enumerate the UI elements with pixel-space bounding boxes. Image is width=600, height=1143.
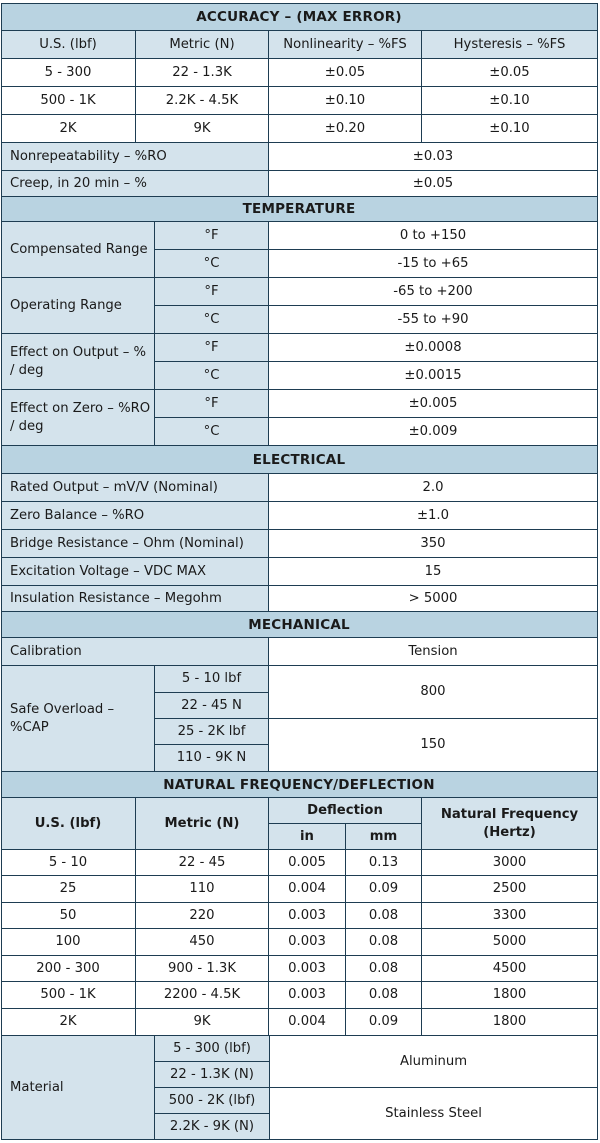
material-value: Stainless Steel bbox=[270, 1088, 598, 1140]
electrical-row-value: 2.0 bbox=[269, 474, 598, 502]
creep-value: ±0.05 bbox=[269, 171, 598, 197]
temperature-value-f: -65 to +200 bbox=[269, 278, 598, 306]
nf-row-metric: 220 bbox=[136, 903, 269, 929]
temperature-value-c: -15 to +65 bbox=[269, 250, 598, 278]
material-label: Material bbox=[1, 1036, 155, 1140]
nf-row-in: 0.003 bbox=[269, 929, 346, 956]
nf-row-us: 25 bbox=[1, 876, 136, 903]
accuracy-col-metric: Metric (N) bbox=[136, 31, 269, 59]
nf-row-mm: 0.08 bbox=[346, 903, 422, 929]
accuracy-row-us: 5 - 300 bbox=[1, 59, 136, 87]
nf-row-in: 0.005 bbox=[269, 850, 346, 876]
nf-row-in: 0.003 bbox=[269, 903, 346, 929]
material-range: 2.2K - 9K (N) bbox=[155, 1114, 270, 1140]
nf-row-us: 200 - 300 bbox=[1, 956, 136, 982]
electrical-row-value: 15 bbox=[269, 558, 598, 586]
nf-row-us: 2K bbox=[1, 1009, 136, 1036]
accuracy-col-nonlinearity: Nonlinearity – %FS bbox=[269, 31, 422, 59]
temperature-unit-f: °F bbox=[155, 222, 269, 250]
electrical-row-label: Zero Balance – %RO bbox=[1, 502, 269, 530]
safe-overload-range: 22 - 45 N bbox=[155, 693, 269, 719]
accuracy-row-us: 500 - 1K bbox=[1, 87, 136, 115]
temperature-section-title: TEMPERATURE bbox=[1, 197, 598, 222]
nf-row-mm: 0.08 bbox=[346, 956, 422, 982]
temperature-unit-c: °C bbox=[155, 306, 269, 334]
accuracy-row-nonlinearity: ±0.10 bbox=[269, 87, 422, 115]
nf-row-metric: 900 - 1.3K bbox=[136, 956, 269, 982]
nf-col-us: U.S. (lbf) bbox=[1, 798, 136, 850]
temperature-unit-f: °F bbox=[155, 390, 269, 418]
nf-col-mm: mm bbox=[346, 824, 422, 850]
nf-row-mm: 0.09 bbox=[346, 1009, 422, 1036]
nf-row-metric: 110 bbox=[136, 876, 269, 903]
natural-frequency-section-title: NATURAL FREQUENCY/DEFLECTION bbox=[1, 772, 598, 798]
temperature-unit-f: °F bbox=[155, 278, 269, 306]
nf-row-metric: 450 bbox=[136, 929, 269, 956]
accuracy-row-metric: 9K bbox=[136, 115, 269, 143]
safe-overload-range: 25 - 2K lbf bbox=[155, 719, 269, 745]
nf-row-metric: 9K bbox=[136, 1009, 269, 1036]
calibration-value: Tension bbox=[269, 638, 598, 666]
temperature-effect-output-label: Effect on Output – % / deg bbox=[1, 334, 155, 390]
temperature-unit-c: °C bbox=[155, 250, 269, 278]
temperature-value-c: -55 to +90 bbox=[269, 306, 598, 334]
nf-row-mm: 0.08 bbox=[346, 982, 422, 1009]
nonrepeatability-label: Nonrepeatability – %RO bbox=[1, 143, 269, 171]
nf-col-deflection: Deflection bbox=[269, 798, 422, 824]
material-value: Aluminum bbox=[270, 1036, 598, 1088]
accuracy-row-hysteresis: ±0.10 bbox=[422, 115, 598, 143]
electrical-row-label: Excitation Voltage – VDC MAX bbox=[1, 558, 269, 586]
electrical-row-label: Bridge Resistance – Ohm (Nominal) bbox=[1, 530, 269, 558]
nf-col-frequency: Natural Frequency (Hertz) bbox=[422, 798, 598, 850]
nf-row-mm: 0.09 bbox=[346, 876, 422, 903]
safe-overload-value: 150 bbox=[269, 719, 598, 772]
temperature-value-f: ±0.0008 bbox=[269, 334, 598, 362]
accuracy-col-us: U.S. (lbf) bbox=[1, 31, 136, 59]
electrical-row-label: Rated Output – mV/V (Nominal) bbox=[1, 474, 269, 502]
nonrepeatability-value: ±0.03 bbox=[269, 143, 598, 171]
material-range: 500 - 2K (lbf) bbox=[155, 1088, 270, 1114]
nf-col-in: in bbox=[269, 824, 346, 850]
mechanical-section-title: MECHANICAL bbox=[1, 612, 598, 638]
nf-row-frequency: 2500 bbox=[422, 876, 598, 903]
accuracy-row-us: 2K bbox=[1, 115, 136, 143]
nf-row-frequency: 1800 bbox=[422, 982, 598, 1009]
accuracy-row-metric: 2.2K - 4.5K bbox=[136, 87, 269, 115]
nf-col-metric: Metric (N) bbox=[136, 798, 269, 850]
accuracy-row-metric: 22 - 1.3K bbox=[136, 59, 269, 87]
electrical-row-value: ±1.0 bbox=[269, 502, 598, 530]
nf-row-mm: 0.13 bbox=[346, 850, 422, 876]
electrical-row-value: 350 bbox=[269, 530, 598, 558]
nf-row-metric: 22 - 45 bbox=[136, 850, 269, 876]
temperature-value-c: ±0.0015 bbox=[269, 362, 598, 390]
safe-overload-range: 5 - 10 lbf bbox=[155, 666, 269, 693]
nf-row-in: 0.004 bbox=[269, 876, 346, 903]
temperature-compensated-label: Compensated Range bbox=[1, 222, 155, 278]
temperature-unit-c: °C bbox=[155, 418, 269, 446]
nf-row-in: 0.003 bbox=[269, 982, 346, 1009]
nf-row-mm: 0.08 bbox=[346, 929, 422, 956]
accuracy-col-hysteresis: Hysteresis – %FS bbox=[422, 31, 598, 59]
accuracy-row-hysteresis: ±0.05 bbox=[422, 59, 598, 87]
temperature-operating-label: Operating Range bbox=[1, 278, 155, 334]
safe-overload-value: 800 bbox=[269, 666, 598, 719]
electrical-section-title: ELECTRICAL bbox=[1, 446, 598, 474]
nf-row-us: 100 bbox=[1, 929, 136, 956]
nf-row-us: 50 bbox=[1, 903, 136, 929]
electrical-row-label: Insulation Resistance – Megohm bbox=[1, 586, 269, 612]
safe-overload-range: 110 - 9K N bbox=[155, 745, 269, 772]
accuracy-row-nonlinearity: ±0.20 bbox=[269, 115, 422, 143]
temperature-value-f: 0 to +150 bbox=[269, 222, 598, 250]
nf-row-us: 500 - 1K bbox=[1, 982, 136, 1009]
temperature-value-f: ±0.005 bbox=[269, 390, 598, 418]
temperature-effect-zero-label: Effect on Zero – %RO / deg bbox=[1, 390, 155, 446]
temperature-unit-f: °F bbox=[155, 334, 269, 362]
material-range: 5 - 300 (lbf) bbox=[155, 1036, 270, 1062]
calibration-label: Calibration bbox=[1, 638, 269, 666]
material-range: 22 - 1.3K (N) bbox=[155, 1062, 270, 1088]
nf-row-frequency: 3300 bbox=[422, 903, 598, 929]
electrical-row-value: > 5000 bbox=[269, 586, 598, 612]
nf-row-frequency: 1800 bbox=[422, 1009, 598, 1036]
nf-row-frequency: 3000 bbox=[422, 850, 598, 876]
nf-row-frequency: 5000 bbox=[422, 929, 598, 956]
nf-row-metric: 2200 - 4.5K bbox=[136, 982, 269, 1009]
temperature-value-c: ±0.009 bbox=[269, 418, 598, 446]
creep-label: Creep, in 20 min – % bbox=[1, 171, 269, 197]
nf-row-us: 5 - 10 bbox=[1, 850, 136, 876]
nf-row-in: 0.004 bbox=[269, 1009, 346, 1036]
nf-row-frequency: 4500 bbox=[422, 956, 598, 982]
safe-overload-label: Safe Overload – %CAP bbox=[1, 666, 155, 772]
accuracy-row-hysteresis: ±0.10 bbox=[422, 87, 598, 115]
nf-row-in: 0.003 bbox=[269, 956, 346, 982]
temperature-unit-c: °C bbox=[155, 362, 269, 390]
accuracy-section-title: ACCURACY – (MAX ERROR) bbox=[1, 3, 598, 31]
accuracy-row-nonlinearity: ±0.05 bbox=[269, 59, 422, 87]
